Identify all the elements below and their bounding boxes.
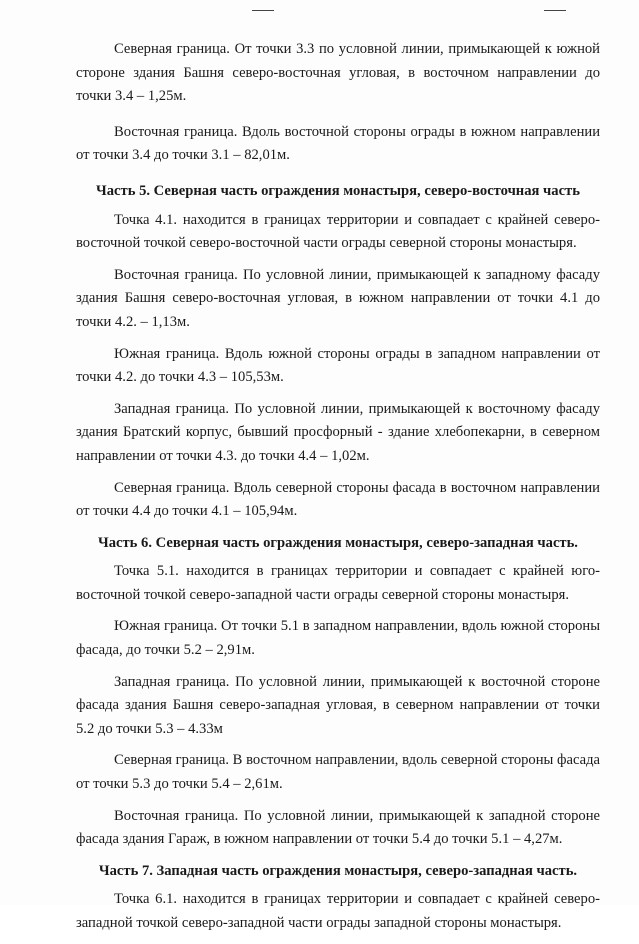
paragraph: Северная граница. Вдоль северной стороны фасада в восточном направлении от точки 4.4 до точки 4.1 – 105,94м. bbox=[76, 479, 600, 520]
paragraph: Западная граница. По условной линии, примыкающей к восточному фасаду здания Братский корпус, бывший просфорный - здание хлебопекарни, в северном направлении от точки 4.3. до точки 4.4 – 1,02м. bbox=[76, 400, 600, 464]
paragraph: Точка 4.1. находится в границах территории и совпадает с крайней северо-восточной точкой северо-восточной части ограды северной стороны монастыря. bbox=[76, 211, 600, 252]
paragraph: Точка 5.1. находится в границах территории и совпадает с крайней юго-восточной точкой северо-западной части ограды северной стороны монастыря. bbox=[76, 563, 600, 603]
paragraph: Северная граница. В восточном направлении, вдоль северной стороны фасада от точки 5.3 до точки 5.4 – 2,61м. bbox=[76, 752, 600, 793]
paragraph: Южная граница. Вдоль южной стороны ограды в западном направлении от точки 4.2. до точки 4.3 – 105,53м. bbox=[76, 345, 600, 386]
paragraph: Восточная граница. По условной линии, примыкающей к западной стороне фасада здания Гараж, в южном направлении от точки 5.4 до точки 5.1 – 4,27м. bbox=[76, 807, 600, 848]
paragraph: Западная граница. По условной линии, примыкающей к восточной стороне фасада здания Башня северо-западная угловая, в северном направлении от точки 5.2 до точки 5.3 – 4.33м bbox=[76, 673, 600, 737]
paragraph: Точка 6.1. находится в границах территории и совпадает с крайней северо-западной точкой северо-западной части ограды западной стороны монастыря. bbox=[76, 891, 600, 931]
paragraph: Восточная граница. Вдоль восточной стороны ограды в южном направлении от точки 3.4 до точки 3.1 – 82,01м. bbox=[76, 123, 600, 164]
scan-artifact-line bbox=[544, 10, 566, 11]
paragraph: Южная граница. От точки 5.1 в западном направлении, вдоль южной стороны фасада, до точки 5.2 – 2,91м. bbox=[76, 618, 600, 659]
scan-artifact-line bbox=[252, 10, 274, 11]
section-heading: Часть 5. Северная часть ограждения монастыря, северо-восточная часть bbox=[96, 182, 580, 199]
paragraph: Северная граница. От точки 3.3 по условной линии, примыкающей к южной стороне здания Башня северо-восточная угловая, в восточном направлении до точки 3.4 – 1,25м. bbox=[76, 41, 600, 105]
document-body bbox=[76, 38, 600, 944]
section-heading: Часть 7. Западная часть ограждения монастыря, северо-западная часть. bbox=[98, 862, 578, 879]
section-heading: Часть 6. Северная часть ограждения монастыря, северо-западная часть. bbox=[98, 534, 578, 551]
paragraph: Восточная граница. По условной линии, примыкающей к западному фасаду здания Башня северо-восточная угловая, в южном направлении от точки 4.1 до точки 4.2. – 1,13м. bbox=[76, 266, 600, 330]
